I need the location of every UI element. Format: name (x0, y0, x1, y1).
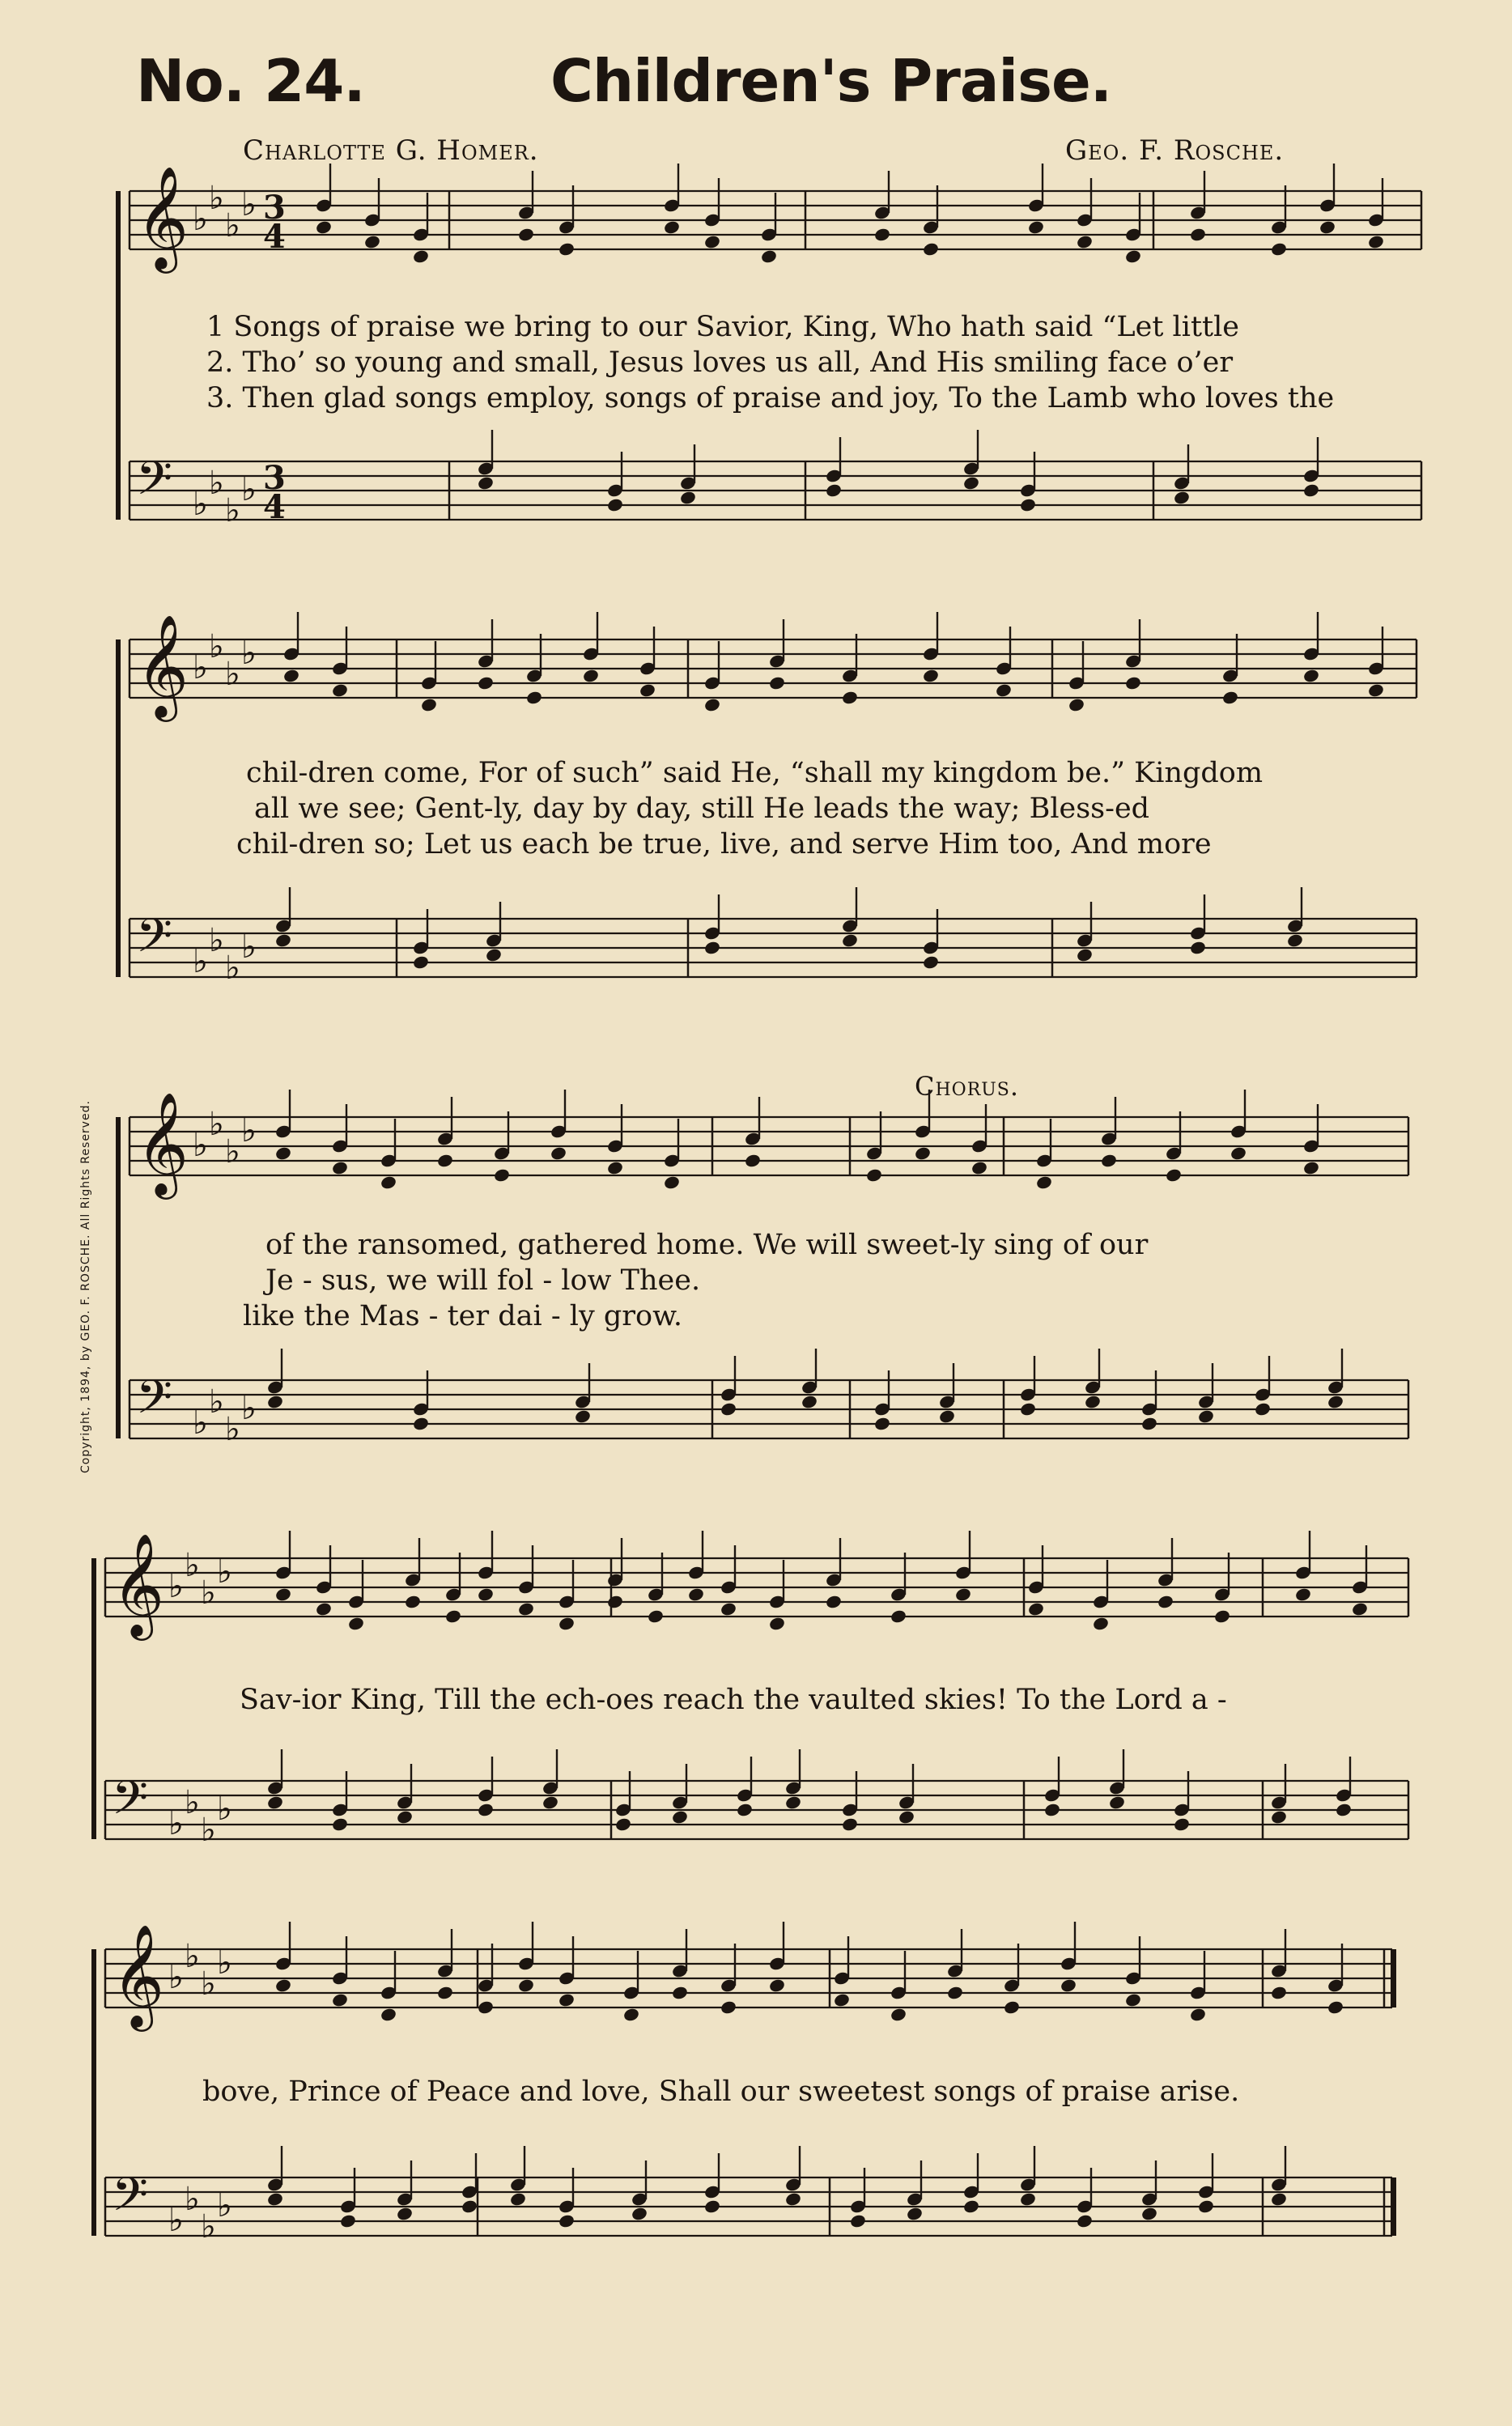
note-head (1157, 1594, 1174, 1609)
bass-clef-icon: 𝄢 (136, 451, 173, 517)
note-head (1076, 2213, 1094, 2228)
note-head (1019, 2191, 1037, 2207)
flat-icon: ♭ (209, 465, 224, 502)
note-head (1165, 1167, 1183, 1183)
flat-icon: ♭ (241, 1390, 257, 1427)
note-head (485, 947, 503, 962)
note-head (914, 1145, 932, 1161)
note-head (274, 1978, 292, 1993)
time-signature: 4 (263, 218, 286, 256)
flat-icon: ♭ (241, 1112, 257, 1149)
note-head (744, 1153, 762, 1168)
flat-icon: ♭ (241, 186, 257, 223)
flat-icon: ♭ (217, 1791, 232, 1828)
note-head (461, 2199, 478, 2214)
note-head (1027, 1601, 1045, 1617)
flat-icon: ♭ (201, 2208, 216, 2245)
flat-icon: ♭ (201, 1812, 216, 1849)
note-head (396, 2206, 414, 2221)
note-head (1302, 1160, 1320, 1175)
bass-clef-icon: 𝄢 (136, 908, 173, 975)
note-head (1035, 1175, 1053, 1190)
note-head (1294, 1587, 1312, 1602)
note-head (274, 933, 292, 948)
note-head (890, 2007, 907, 2022)
note-head (477, 1999, 495, 2015)
flat-icon: ♭ (217, 2187, 232, 2224)
flat-icon: ♭ (241, 471, 257, 508)
note-head (671, 1809, 689, 1825)
note-head (517, 227, 535, 242)
flat-icon: ♭ (185, 2181, 200, 2218)
note-head (380, 1175, 397, 1190)
note-head (315, 1601, 333, 1617)
note-head (841, 690, 859, 705)
note-head (768, 1978, 786, 1993)
lyric-line: 3. Then glad songs employ, songs of praise and joy, To the Lamb who loves the (206, 382, 1335, 414)
note-head (347, 1616, 365, 1631)
note-head (1003, 1999, 1021, 2015)
flat-icon: ♭ (209, 180, 224, 217)
note-head (1019, 497, 1037, 512)
note-head (1043, 1802, 1061, 1817)
flat-icon: ♭ (201, 1574, 216, 1612)
note-head (444, 1608, 462, 1624)
note-head (331, 1992, 349, 2008)
flat-icon: ♭ (209, 1106, 224, 1143)
note-head (282, 668, 300, 683)
note-head (1068, 697, 1085, 712)
note-head (1019, 1401, 1037, 1417)
note-head (412, 249, 430, 264)
note-head (760, 249, 778, 264)
lyric-line: 1 Songs of praise we bring to our Savior, King, Who hath said “Let little (206, 311, 1239, 343)
note-head (1140, 1416, 1158, 1431)
note-head (784, 2191, 802, 2207)
note-head (1230, 1145, 1247, 1161)
flat-icon: ♭ (168, 1568, 184, 1605)
note-head (331, 1160, 349, 1175)
note-head (1173, 1816, 1191, 1832)
note-head (784, 1795, 802, 1810)
note-head (922, 668, 940, 683)
note-head (1092, 1616, 1110, 1631)
note-head (865, 1167, 883, 1183)
flat-icon: ♭ (185, 1938, 200, 1975)
flat-icon: ♭ (193, 943, 208, 980)
time-signature: 3 (263, 189, 286, 227)
composer-credit: Geo. F. Rosche. (1065, 134, 1285, 167)
note-head (1270, 241, 1288, 257)
note-head (1286, 933, 1304, 948)
note-head (679, 490, 697, 505)
note-head (404, 1594, 422, 1609)
flat-icon: ♭ (201, 1965, 216, 2003)
flat-icon: ♭ (225, 1133, 240, 1171)
note-head (631, 2206, 648, 2221)
note-head (622, 2007, 640, 2022)
note-head (720, 1401, 737, 1417)
note-head (906, 2206, 924, 2221)
note-head (647, 1608, 665, 1624)
note-head (841, 1816, 859, 1832)
note-head (542, 1795, 559, 1810)
note-head (768, 675, 786, 690)
lyricist-credit: Charlotte G. Homer. (243, 134, 539, 167)
time-signature: 4 (263, 488, 286, 526)
note-head (493, 1167, 511, 1183)
note-head (801, 1394, 818, 1409)
note-head (574, 1408, 592, 1424)
lyric-line: bove, Prince of Peace and love, Shall our sweetest songs of praise arise. (202, 2075, 1240, 2108)
note-head (558, 2213, 575, 2228)
note-head (1189, 227, 1207, 242)
note-head (339, 2213, 357, 2228)
lyric-line: like the Mas - ter dai - ly grow. (243, 1300, 683, 1332)
flat-icon: ♭ (225, 950, 240, 987)
note-head (266, 2191, 284, 2207)
note-head (1124, 1992, 1142, 2008)
flat-icon: ♭ (185, 1784, 200, 1821)
note-head (1270, 1985, 1288, 2000)
note-head (849, 2213, 867, 2228)
note-head (1319, 219, 1336, 235)
note-head (954, 1587, 972, 1602)
copyright-notice: Copyright, 1894, by GEO. F. ROSCHE. All Rights Reserved. (79, 1100, 92, 1473)
note-head (477, 475, 495, 491)
note-head (315, 219, 333, 235)
note-head (1270, 1809, 1288, 1825)
note-head (558, 1616, 575, 1631)
note-head (509, 2191, 527, 2207)
note-head (558, 241, 575, 257)
flat-icon: ♭ (193, 1127, 208, 1164)
note-head (1100, 1153, 1118, 1168)
flat-icon: ♭ (241, 928, 257, 966)
chorus-label: Chorus. (915, 1071, 1020, 1102)
note-head (396, 1809, 414, 1825)
flat-icon: ♭ (241, 635, 257, 672)
note-head (1173, 490, 1191, 505)
flat-icon: ♭ (217, 1944, 232, 1982)
note-head (1076, 947, 1094, 962)
note-head (1108, 1795, 1126, 1810)
note-head (703, 940, 721, 955)
note-head (363, 234, 381, 249)
note-head (1140, 2206, 1158, 2221)
flat-icon: ♭ (193, 1404, 208, 1442)
lyric-line: all we see; Gent-ly, day by day, still He leads the way; Bless-ed (254, 792, 1150, 825)
note-head (833, 1992, 851, 2008)
note-head (898, 1809, 915, 1825)
note-head (687, 1587, 705, 1602)
lyric-line: chil-dren so; Let us each be true, live, and serve Him too, And more (236, 828, 1212, 860)
treble-clef-icon: 𝄞 (112, 1532, 165, 1636)
note-head (663, 1175, 681, 1190)
final-bar-line (1391, 1949, 1396, 2008)
note-head (1060, 1978, 1077, 1993)
flat-icon: ♭ (225, 1411, 240, 1448)
note-head (274, 1587, 292, 1602)
flat-icon: ♭ (209, 922, 224, 959)
note-head (720, 1999, 737, 2015)
lyric-line: Je - sus, we will fol - low Thee. (265, 1264, 701, 1297)
note-head (1254, 1401, 1272, 1417)
note-head (274, 1145, 292, 1161)
note-head (582, 668, 600, 683)
note-head (1270, 2191, 1288, 2207)
note-head (266, 1795, 284, 1810)
note-head (703, 2199, 721, 2214)
lyric-line: Sav-ior King, Till the ech-oes reach the vaulted skies! To the Lord a - (240, 1684, 1227, 1716)
note-head (1335, 1802, 1353, 1817)
note-head (825, 1594, 843, 1609)
flat-icon: ♭ (225, 207, 240, 244)
note-head (873, 1416, 891, 1431)
note-head (1213, 1608, 1231, 1624)
note-head (550, 1145, 567, 1161)
flat-icon: ♭ (225, 656, 240, 693)
final-bar-line (1391, 2177, 1396, 2236)
note-head (841, 933, 859, 948)
bass-clef-icon: 𝄢 (112, 2167, 149, 2233)
note-head (1327, 1394, 1344, 1409)
note-head (266, 1394, 284, 1409)
note-head (1189, 2007, 1207, 2022)
note-head (558, 1992, 575, 2008)
note-head (922, 954, 940, 970)
note-head (331, 682, 349, 698)
note-head (639, 682, 656, 698)
flat-icon: ♭ (225, 492, 240, 529)
flat-icon: ♭ (168, 2202, 184, 2239)
note-head (436, 1153, 454, 1168)
flat-icon: ♭ (217, 1553, 232, 1591)
bass-clef-icon: 𝄢 (136, 1370, 173, 1436)
note-head (1367, 234, 1385, 249)
time-signature: 3 (263, 459, 286, 497)
treble-clef-icon: 𝄞 (136, 614, 189, 717)
note-head (1367, 682, 1385, 698)
lyric-line: of the ransomed, gathered home. We will sweet-ly sing of our (265, 1229, 1149, 1261)
note-head (663, 219, 681, 235)
note-head (995, 682, 1013, 698)
note-head (1327, 1999, 1344, 2015)
note-head (938, 1408, 956, 1424)
flat-icon: ♭ (209, 628, 224, 665)
note-head (703, 234, 721, 249)
note-head (873, 227, 891, 242)
note-head (606, 497, 624, 512)
note-head (1351, 1601, 1369, 1617)
note-head (1124, 249, 1142, 264)
flat-icon: ♭ (209, 1383, 224, 1421)
note-head (420, 697, 438, 712)
note-head (1076, 234, 1094, 249)
bass-clef-icon: 𝄢 (112, 1770, 149, 1837)
flat-icon: ♭ (185, 1547, 200, 1584)
note-head (380, 2007, 397, 2022)
note-head (1197, 1408, 1215, 1424)
flat-icon: ♭ (168, 1959, 184, 1996)
flat-icon: ♭ (168, 1805, 184, 1842)
note-head (412, 1416, 430, 1431)
note-head (671, 1985, 689, 2000)
note-head (703, 697, 721, 712)
note-head (477, 1802, 495, 1817)
flat-icon: ♭ (193, 649, 208, 686)
note-head (614, 1816, 632, 1832)
treble-clef-icon: 𝄞 (112, 1923, 165, 2027)
note-head (331, 1816, 349, 1832)
note-head (1302, 482, 1320, 498)
note-head (768, 1616, 786, 1631)
note-head (720, 1601, 737, 1617)
flat-icon: ♭ (193, 486, 208, 523)
note-head (1189, 940, 1207, 955)
note-head (517, 1978, 535, 1993)
treble-clef-icon: 𝄞 (136, 165, 189, 269)
note-head (1197, 2199, 1215, 2214)
note-head (922, 241, 940, 257)
note-head (606, 1594, 624, 1609)
note-head (436, 1985, 454, 2000)
lyric-line: 2. Tho’ so young and small, Jesus loves us all, And His smiling face o’er (206, 346, 1234, 379)
note-head (412, 954, 430, 970)
note-head (890, 1608, 907, 1624)
hymn-title: Children's Praise. (550, 47, 1112, 115)
note-head (1124, 675, 1142, 690)
note-head (1302, 668, 1320, 683)
flat-icon: ♭ (193, 201, 208, 238)
note-head (606, 1160, 624, 1175)
note-head (1084, 1394, 1102, 1409)
note-head (736, 1802, 754, 1817)
note-head (525, 690, 543, 705)
note-head (970, 1160, 988, 1175)
note-head (946, 1985, 964, 2000)
note-head (1027, 219, 1045, 235)
note-head (962, 475, 980, 491)
note-head (962, 2199, 980, 2214)
treble-clef-icon: 𝄞 (136, 1091, 189, 1195)
note-head (477, 1587, 495, 1602)
note-head (477, 675, 495, 690)
hymn-number: No. 24. (136, 47, 365, 115)
note-head (825, 482, 843, 498)
lyric-line: chil-dren come, For of such” said He, “shall my kingdom be.” Kingdom (246, 757, 1264, 789)
note-head (1221, 690, 1239, 705)
note-head (517, 1601, 535, 1617)
